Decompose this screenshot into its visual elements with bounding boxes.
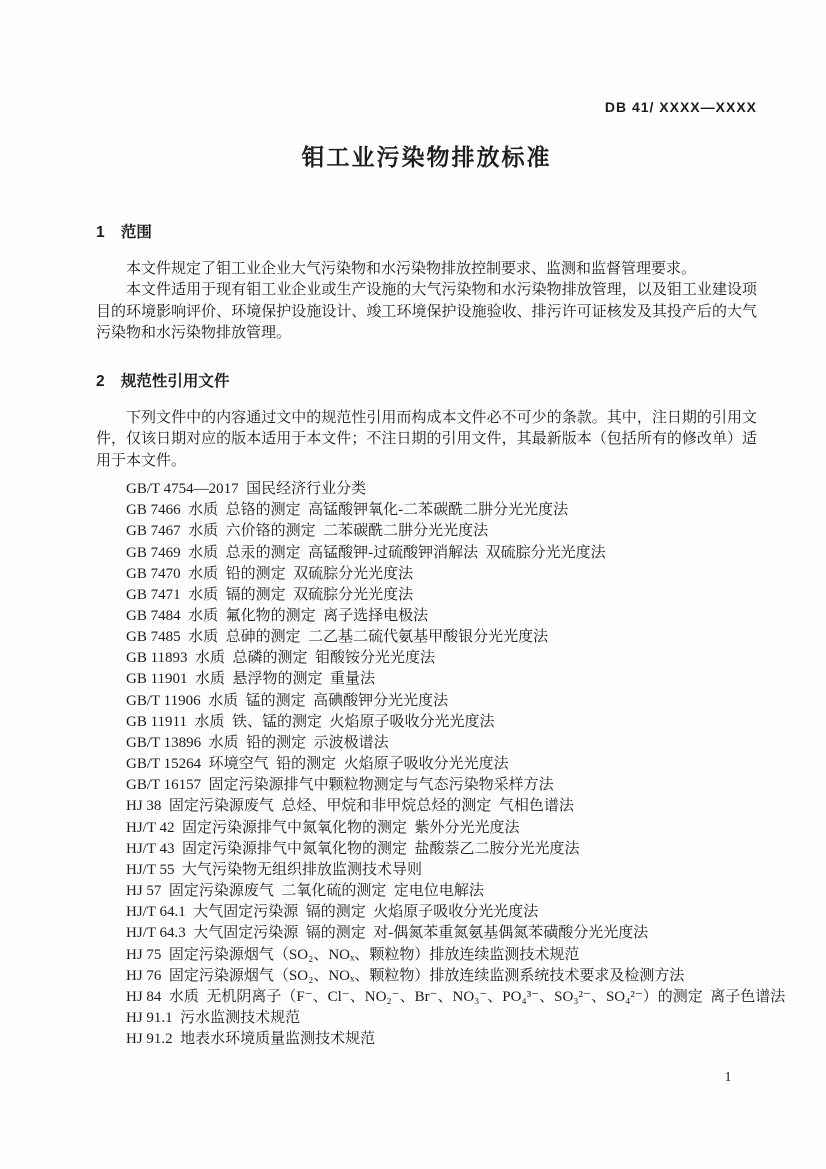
section-scope-body <box>96 259 757 344</box>
reference-item: GB 7470 水质 铅的测定 双硫腙分光光度法 <box>126 565 414 582</box>
section-number: 1 <box>96 224 105 241</box>
reference-item: HJ 57 固定污染源废气 二氧化硫的测定 定电位电解法 <box>126 883 484 900</box>
doc-title: 钼工业污染物排放标准 <box>301 144 552 170</box>
reference-item: GB/T 11906 水质 锰的测定 高碘酸钾分光光度法 <box>126 692 449 709</box>
references-list <box>96 479 786 1050</box>
paragraph: 本文件规定了钼工业企业大气污染物和水污染物排放控制要求、监测和监督管理要求。 <box>126 261 697 277</box>
section-heading-normative-references <box>96 371 757 392</box>
reference-item: GB 7484 水质 氟化物的测定 离子选择电极法 <box>126 608 429 625</box>
reference-item: HJ/T 55 大气污染物无组织排放监测技术导则 <box>126 861 422 878</box>
section-label: 规范性引用文件 <box>120 373 230 391</box>
page-number: 1 <box>724 1070 732 1085</box>
reference-item: HJ 91.1 污水监测技术规范 <box>126 1009 301 1026</box>
reference-item: GB/T 15264 环境空气 铅的测定 火焰原子吸收分光光度法 <box>126 756 509 773</box>
paragraph: 本文件适用于现有钼工业企业或生产设施的大气污染物和水污染物排放管理，以及钼工业建设项目的环境影响评价、环境保护设施设计、竣工环境保护设施验收、排污许可证核发及其投产后的大气污染物和水污染物排放管理。 <box>96 282 757 341</box>
doc-number: DB 41/ XXXX—XXXX <box>604 99 757 115</box>
reference-item: HJ 76 固定污染源烟气（SO₂、NOₓ、颗粒物）排放连续监测系统技术要求及检测方法 <box>126 967 685 984</box>
reference-item: HJ 84 水质 无机阴离子（F⁻、Cl⁻、NO₂⁻、Br⁻、NO₃⁻、PO₄³⁻、SO₃²⁻、SO₄²⁻）的测定 离子色谱法 <box>126 988 786 1005</box>
reference-item: GB 7467 水质 六价铬的测定 二苯碳酰二肼分光光度法 <box>126 523 489 540</box>
reference-item: HJ/T 42 固定污染源排气中氮氧化物的测定 紫外分光光度法 <box>126 819 520 836</box>
reference-item: GB 7466 水质 总铬的测定 高锰酸钾氧化-二苯碳酰二肼分光光度法 <box>126 502 569 519</box>
reference-item: GB/T 4754—2017 国民经济行业分类 <box>126 481 367 498</box>
paragraph: 下列文件中的内容通过文中的规范性引用而构成本文件必不可少的条款。其中，注日期的引用文件，仅该日期对应的版本适用于本文件；不注日期的引用文件，其最新版本（包括所有的修改单）适用于本文件。 <box>96 410 757 469</box>
reference-item: GB 7485 水质 总砷的测定 二乙基二硫代氨基甲酸银分光光度法 <box>126 629 549 646</box>
reference-item: HJ/T 64.3 大气固定污染源 镉的测定 对-偶氮苯重氮氨基偶氮苯磺酸分光光度法 <box>126 925 649 942</box>
section-references-body <box>96 408 757 472</box>
reference-item: GB/T 16157 固定污染源排气中颗粒物测定与气态污染物采样方法 <box>126 777 554 794</box>
reference-item: HJ/T 43 固定污染源排气中氮氧化物的测定 盐酸萘乙二胺分光光度法 <box>126 840 580 857</box>
reference-item: GB 7471 水质 镉的测定 双硫腙分光光度法 <box>126 586 414 603</box>
reference-item: HJ 91.2 地表水环境质量监测技术规范 <box>126 1031 376 1048</box>
reference-item: HJ 75 固定污染源烟气（SO₂、NOₓ、颗粒物）排放连续监测技术规范 <box>126 946 580 963</box>
section-heading-scope <box>96 222 757 243</box>
section-number: 2 <box>96 373 105 391</box>
reference-item: HJ/T 64.1 大气固定污染源 镉的测定 火焰原子吸收分光光度法 <box>126 904 539 921</box>
reference-item: GB/T 13896 水质 铅的测定 示波极谱法 <box>126 734 389 751</box>
reference-item: GB 11901 水质 悬浮物的测定 重量法 <box>126 671 376 688</box>
section-label: 范围 <box>120 224 152 241</box>
reference-item: GB 11911 水质 铁、锰的测定 火焰原子吸收分光光度法 <box>126 713 495 730</box>
reference-item: GB 7469 水质 总汞的测定 高锰酸钾-过硫酸钾消解法 双硫腙分光光度法 <box>126 544 606 561</box>
reference-item: GB 11893 水质 总磷的测定 钼酸铵分光光度法 <box>126 650 436 667</box>
reference-item: HJ 38 固定污染源废气 总烃、甲烷和非甲烷总烃的测定 气相色谱法 <box>126 798 574 815</box>
